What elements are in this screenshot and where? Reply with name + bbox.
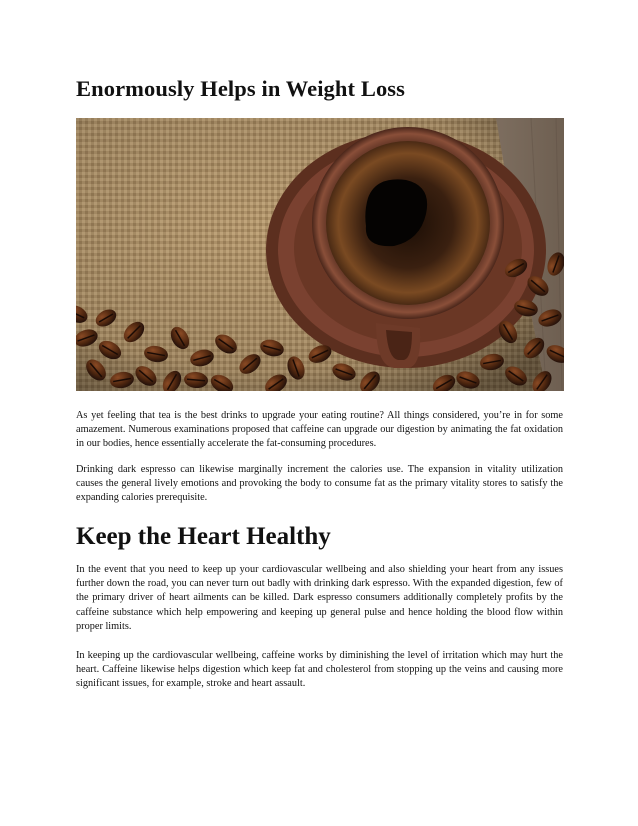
coffee-cup-photo bbox=[76, 118, 564, 391]
paragraph-weight-loss-1: As yet feeling that tea is the best drinks to upgrade your eating routine? All things considered, you’re in for some amazement. Numerous examinations proposed that caffeine can upgrade our digestion by animating the fat oxidation in our bodies, hence essentially accelerate the fat-consuming procedures. bbox=[76, 410, 563, 450]
section-heading-heart-healthy: Keep the Heart Healthy bbox=[76, 523, 331, 550]
paragraph-weight-loss-2: Drinking dark espresso can likewise marginally increment the calories use. The expansion in vitality utilization causes the general lively emotions and provoking the body to consume fat as the primary vitality stores to satisfy the expanding calories prerequisite. bbox=[76, 464, 563, 504]
paragraph-heart-2: In keeping up the cardiovascular wellbeing, caffeine works by diminishing the level of irritation which may hurt the heart. Caffeine likewise helps digestion which keep fat and cholesterol from stopping up the veins and causing more significant issues, for example, stroke and heart assault. bbox=[76, 650, 563, 690]
paragraph-heart-1: In the event that you need to keep up your cardiovascular wellbeing and also shielding your heart from any issues further down the road, you can never turn out badly with drinking dark espresso. With the expanded digestion, few of the primary driver of heart ailments can be killed. Dark espresso consumers additionally completely profits by the caffeine substance which help empowering and keeping up general pulse and hence holding the blood flow within proper limits. bbox=[76, 564, 563, 632]
section-heading-weight-loss: Enormously Helps in Weight Loss bbox=[76, 76, 406, 101]
coffee-photo-illustration bbox=[76, 118, 564, 391]
